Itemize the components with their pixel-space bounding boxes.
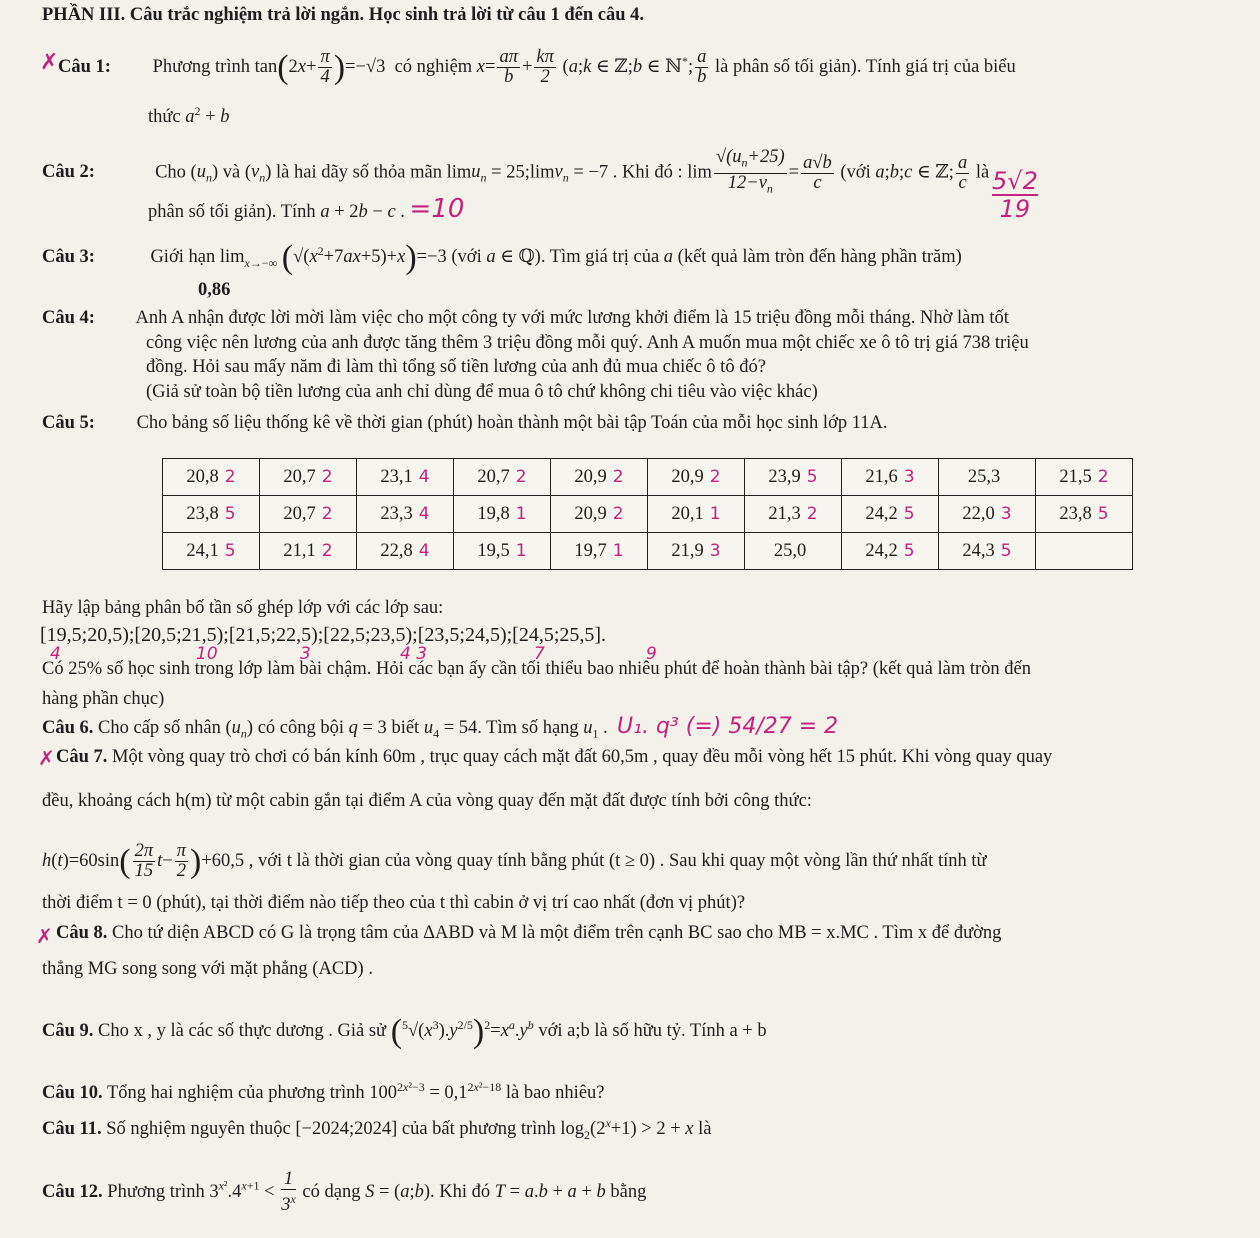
q1-text-c: là phân số tối giản). Tính giá trị của biểu xyxy=(715,56,1016,77)
handwritten-class-mark: 1 xyxy=(515,540,527,561)
cell-value: 22,0 xyxy=(962,503,995,524)
cell-value: 19,8 xyxy=(477,503,510,524)
question-1-line-1 xyxy=(58,48,1016,87)
q12-text-d: bằng xyxy=(610,1181,647,1202)
table-cell xyxy=(842,459,939,496)
q1-text-d: thức xyxy=(148,107,181,128)
handwritten-class-mark: 2 xyxy=(321,503,333,524)
q10-text-a: Tổng hai nghiệm của phương trình xyxy=(106,1083,365,1104)
cell-value: 20,9 xyxy=(574,466,607,487)
q5-text: Cho bảng số liệu thống kê về thời gian (phút) hoàn thành một bài tập Toán của mỗi học sinh lớp 11A. xyxy=(136,413,888,433)
data-table xyxy=(162,458,1133,570)
cell-value: 20,7 xyxy=(477,466,510,487)
cell-value: 20,8 xyxy=(186,466,219,487)
q7-line-4: thời điểm t = 0 (phút), tại thời điểm nào tiếp theo của t thì cabin ở vị trí cao nhất (đơn vị phút)? xyxy=(42,893,746,913)
q2-handwritten-answer: =10 xyxy=(409,194,465,224)
handwritten-class-mark: 5 xyxy=(903,503,915,524)
question-1-line-2: thức $a^2 + b$ xyxy=(148,104,230,128)
table-cell xyxy=(357,459,454,496)
table-row xyxy=(163,459,1133,496)
table-cell xyxy=(260,459,357,496)
question-7-line-1 xyxy=(56,746,1052,768)
handwritten-class-mark: 2 xyxy=(321,466,333,487)
table-cell xyxy=(260,496,357,533)
q7-line-3: , với t là thời gian của vòng quay tính bằng phút (t ≥ 0) . Sau khi quay một vòng lần thứ nhất tính từ xyxy=(248,850,987,871)
q2-hand-den: 19 xyxy=(999,195,1031,223)
q5-hand-count-6: 9 xyxy=(646,644,657,664)
handwritten-class-mark: 1 xyxy=(709,503,721,524)
question-8-line-1 xyxy=(56,922,1001,944)
q2-hand-num: 5√2 xyxy=(992,167,1038,195)
q2-text-b: và xyxy=(222,162,241,183)
question-8-label: Câu 8. xyxy=(56,923,108,943)
handwritten-class-mark: 2 xyxy=(806,503,818,524)
question-1-label: Câu 1: xyxy=(58,56,111,77)
cell-value: 21,9 xyxy=(671,540,704,561)
handwritten-class-mark: 3 xyxy=(1000,503,1012,524)
handwritten-class-mark: 5 xyxy=(1000,540,1012,561)
table-cell xyxy=(357,496,454,533)
q3-text-d: (kết quả làm tròn đến hàng phần trăm) xyxy=(677,247,962,268)
handwritten-class-mark: 3 xyxy=(903,466,915,487)
q12-text-b: có dạng xyxy=(302,1181,361,1202)
table-cell xyxy=(163,533,260,570)
question-4-line-1 xyxy=(42,307,1009,329)
q2-text-e: (với xyxy=(840,162,871,183)
q11-text-a: Số nghiệm nguyên thuộc [−2024;2024] của bất phương trình xyxy=(106,1119,556,1140)
question-3-label: Câu 3: xyxy=(42,247,95,268)
question-6-line-1: Câu 6. Cho cấp số nhân $(u_n)$ có công bội q = 3 biết $u_4 = 54$. Tìm số hạng $u_1$ . U₁. q³ (=) 54/27 = 2 xyxy=(42,714,839,741)
q12-text-a: Phương trình xyxy=(107,1181,205,1202)
question-7-line-3 xyxy=(42,842,987,881)
handwritten-class-mark: 1 xyxy=(612,540,624,561)
question-10-line-1: Câu 10. Tổng hai nghiệm của phương trình $100^{2x^2-3} = 0,1^{2x^2-18}$ là bao nhiêu? xyxy=(42,1080,605,1104)
q6-text-a: Cho cấp số nhân xyxy=(98,718,221,738)
cell-value: 23,8 xyxy=(186,503,219,524)
cell-value: 19,5 xyxy=(477,540,510,561)
q4-line-1: Anh A nhận được lời mời làm việc cho một công ty với mức lương khởi điểm là 15 triệu đồng mỗi tháng. Nhờ làm tốt xyxy=(135,308,1009,328)
question-12-line-1: Câu 12. Phương trình $3^{x^2}.4^{x+1}$ < $\frac{1}{3^x}$ có dạng S = (a;b). Khi đó T = a.b + a + b bằng xyxy=(42,1169,647,1216)
cell-value: 21,3 xyxy=(768,503,801,524)
handwritten-class-mark: 5 xyxy=(224,540,236,561)
q1-formula: tan(2x+ $\frac{\pi}{4}$ )=−√3 xyxy=(254,47,386,87)
q5-hand-count-2: 10 xyxy=(196,644,218,664)
table-cell xyxy=(1036,533,1133,570)
q5-hand-count-5: 7 xyxy=(534,644,545,664)
cell-value: 20,7 xyxy=(283,503,316,524)
q4-line-3: đồng. Hỏi sau mấy năm đi làm thì tổng số tiền lương của anh đủ mua chiếc ô tô đó? xyxy=(146,357,766,377)
handwritten-class-mark: 2 xyxy=(224,466,236,487)
cross-mark-icon: ✗ xyxy=(38,746,55,770)
q10-text-b: là bao nhiêu? xyxy=(505,1083,605,1104)
table-cell xyxy=(1036,496,1133,533)
q5-classes: [19,5;20,5);[20,5;21,5);[21,5;22,5);[22,5;23,5);[23,5;24,5);[24,5;25,5]. xyxy=(40,624,607,646)
section-header: PHẦN III. Câu trắc nghiệm trả lời ngắn. Học sinh trả lời từ câu 1 đến câu 4. xyxy=(42,5,645,25)
question-9-label: Câu 9. xyxy=(42,1021,94,1042)
table-cell xyxy=(842,496,939,533)
cell-value: 25,3 xyxy=(967,466,1001,487)
handwritten-class-mark: 2 xyxy=(515,466,527,487)
table-cell xyxy=(454,496,551,533)
question-12-label: Câu 12. xyxy=(42,1181,103,1202)
handwritten-class-mark: 4 xyxy=(418,503,430,524)
q9-text-b: với a;b là số hữu tỷ. Tính a + b xyxy=(538,1021,767,1042)
handwritten-class-mark: 4 xyxy=(418,540,430,561)
table-cell xyxy=(454,533,551,570)
q7-line-2: đều, khoảng cách h(m) từ một cabin gắn tại điểm A của vòng quay đến mặt đất được tính bởi công thức: xyxy=(42,791,812,811)
cell-value: 24,2 xyxy=(865,540,898,561)
cell-value: 23,9 xyxy=(768,466,801,487)
q1-text-b: có nghiệm xyxy=(394,56,473,77)
table-row xyxy=(163,533,1133,570)
cell-value: 24,3 xyxy=(962,540,995,561)
cell-value: 20,9 xyxy=(574,503,607,524)
handwritten-class-mark: 5 xyxy=(1097,503,1109,524)
q2-text-g: phân số tối giản). Tính xyxy=(148,202,316,222)
q5-instruction: Hãy lập bảng phân bố tần số ghép lớp với các lớp sau: xyxy=(42,598,444,618)
question-5-line-1 xyxy=(42,412,888,434)
q5-question: Có 25% số học sinh trong lớp làm bài chậm. Hỏi các bạn ấy cần tối thiểu bao nhiêu phút để hoàn thành bài tập? (kết quả làm tròn đến xyxy=(42,659,1031,679)
question-11-line-1: Câu 11. Số nghiệm nguyên thuộc [−2024;2024] của bất phương trình $\log_2(2^x+1) > 2 + x$ là xyxy=(42,1116,712,1142)
table-cell xyxy=(454,459,551,496)
q5-hand-count-3: 3 xyxy=(300,644,311,664)
cell-value: 24,2 xyxy=(865,503,898,524)
table-cell xyxy=(939,496,1036,533)
cell-value: 19,7 xyxy=(574,540,607,561)
table-cell xyxy=(939,533,1036,570)
q6-text-b: có công bội xyxy=(257,718,344,738)
question-11-label: Câu 11. xyxy=(42,1119,102,1140)
q3-answer: 0,86 xyxy=(198,280,231,300)
q4-line-2: công việc nên lương của anh được tăng thêm 3 triệu đồng mỗi quý. Anh A muốn mua một chiếc xe ô tô trị giá 738 triệu xyxy=(146,333,1029,353)
cell-value: 24,1 xyxy=(186,540,219,561)
q6-text-d: . Tìm số hạng xyxy=(477,718,579,738)
question-2-line-1: Câu 2: Cho $(u_n)$ và $(v_n)$ là hai dãy số thỏa mãn limu$_n$ = 25;limv$_n$ = −7 . Khi đó : lim $\frac{√(u_n+25)}{12-v_n}$ = $\frac{a√b}{c}$ (với a;b;c ∈ ℤ; $\frac{a}{c}$ là xyxy=(42,147,990,196)
cell-value: 23,8 xyxy=(1059,503,1092,524)
q4-line-4: (Giả sử toàn bộ tiền lương của anh chỉ dùng để mua ô tô chứ không chi tiêu vào việc khác) xyxy=(146,382,818,402)
q2-text-d: . Khi đó : xyxy=(612,162,683,183)
table-cell xyxy=(1036,459,1133,496)
question-4-label: Câu 4: xyxy=(42,308,95,328)
table-cell xyxy=(357,533,454,570)
handwritten-class-mark: 5 xyxy=(224,503,236,524)
q2-handwritten-fraction xyxy=(992,168,1038,222)
q3-text-a: Giới hạn xyxy=(150,247,216,268)
question-9-line-1 xyxy=(42,1012,767,1050)
cell-value: 22,8 xyxy=(380,540,413,561)
q3-text-b: (với xyxy=(451,247,482,268)
cell-value: 25,0 xyxy=(773,540,807,561)
table-cell xyxy=(260,533,357,570)
cell-value: 23,3 xyxy=(380,503,413,524)
q2-text-f: là xyxy=(975,162,990,183)
q7-line-1: Một vòng quay trò chơi có bán kính 60m , trục quay cách mặt đất 60,5m , quay đều mỗi vòng hết 15 phút. Khi vòng quay quay xyxy=(112,747,1053,767)
handwritten-class-mark: 1 xyxy=(515,503,527,524)
question-2-line-2: phân số tối giản). Tính a + 2b − c . =10 xyxy=(148,194,465,224)
cell-value: 21,1 xyxy=(283,540,316,561)
question-2-label: Câu 2: xyxy=(42,162,95,183)
table-cell xyxy=(551,496,648,533)
q1-text-a: Phương trình xyxy=(152,56,250,77)
q9-text-a: Cho x , y là các số thực dương . Giả sử xyxy=(98,1021,387,1042)
table-cell xyxy=(939,459,1036,496)
handwritten-class-mark: 3 xyxy=(709,540,721,561)
table-cell xyxy=(648,533,745,570)
cross-mark-icon: ✗ xyxy=(40,50,59,75)
cell-value: 20,1 xyxy=(671,503,704,524)
q7-formula: h(t)=60sin( $\frac{2\pi}{15}$ t− $\frac{\pi}{2}$ )+60,5 xyxy=(42,841,245,881)
handwritten-class-mark: 5 xyxy=(806,466,818,487)
table-cell xyxy=(745,533,842,570)
q8-line-1: Cho tứ diện ABCD có G là trọng tâm của ΔABD và M là một điểm trên cạnh BC sao cho MB = x.MC . Tìm x để đường xyxy=(112,923,1002,943)
table-row xyxy=(163,496,1133,533)
question-5-label: Câu 5: xyxy=(42,413,95,433)
q11-text-b: là xyxy=(698,1119,712,1140)
handwritten-class-mark: 5 xyxy=(903,540,915,561)
q5-hand-count-4: 4 3 xyxy=(400,644,428,664)
q3-text-c: ). Tìm giá trị của xyxy=(534,247,660,268)
table-cell xyxy=(648,496,745,533)
q5-question-2: hàng phần chục) xyxy=(42,689,165,709)
q1-solution: x= $\frac{a\pi}{b}$ + $\frac{k\pi}{2}$ (a;k ∈ ℤ;b ∈ ℕ*; $\frac{a}{b}$ xyxy=(476,47,707,87)
question-3-line-1: Câu 3: Giới hạn $\lim_{x\to-\infty} (√(x^2+7ax+5)+x)=-3$ (với a ∈ ℚ). Tìm giá trị của a (kết quả làm tròn đến hàng phần trăm) xyxy=(42,238,962,276)
cell-value: 23,1 xyxy=(380,466,413,487)
handwritten-class-mark: 2 xyxy=(709,466,721,487)
cell-value: 20,9 xyxy=(671,466,704,487)
handwritten-class-mark: 2 xyxy=(612,466,624,487)
q9-formula: $(^5√(x^3).y^{2/5})^2=x^a.y^b$ xyxy=(390,1012,534,1050)
table-cell xyxy=(842,533,939,570)
handwritten-class-mark: 2 xyxy=(1097,466,1109,487)
handwritten-class-mark: 2 xyxy=(321,540,333,561)
table-cell xyxy=(648,459,745,496)
cross-mark-icon: ✗ xyxy=(36,924,53,948)
q12-text-c: . Khi đó xyxy=(430,1181,491,1202)
q6-handwritten: U₁. q³ (=) 54/27 = 2 xyxy=(617,714,839,739)
cell-value: 20,7 xyxy=(283,466,316,487)
table-cell xyxy=(163,459,260,496)
q5-hand-count-1: 4 xyxy=(50,644,61,664)
question-10-label: Câu 10. xyxy=(42,1083,103,1104)
table-cell xyxy=(745,459,842,496)
table-cell xyxy=(745,496,842,533)
question-7-label: Câu 7. xyxy=(56,747,108,767)
q2-text-a: Cho xyxy=(155,162,186,183)
question-6-label: Câu 6. xyxy=(42,718,94,738)
table-cell xyxy=(551,459,648,496)
table-cell xyxy=(163,496,260,533)
cell-value: 21,6 xyxy=(865,466,898,487)
handwritten-class-mark: 4 xyxy=(418,466,430,487)
q2-text-c: là hai dãy số thỏa mãn xyxy=(276,162,442,183)
q8-line-2: thẳng MG song song với mặt phẳng (ACD) . xyxy=(42,959,373,979)
q6-text-c: biết xyxy=(391,718,420,738)
table-cell xyxy=(551,533,648,570)
cell-value: 21,5 xyxy=(1059,466,1092,487)
handwritten-class-mark: 2 xyxy=(612,503,624,524)
